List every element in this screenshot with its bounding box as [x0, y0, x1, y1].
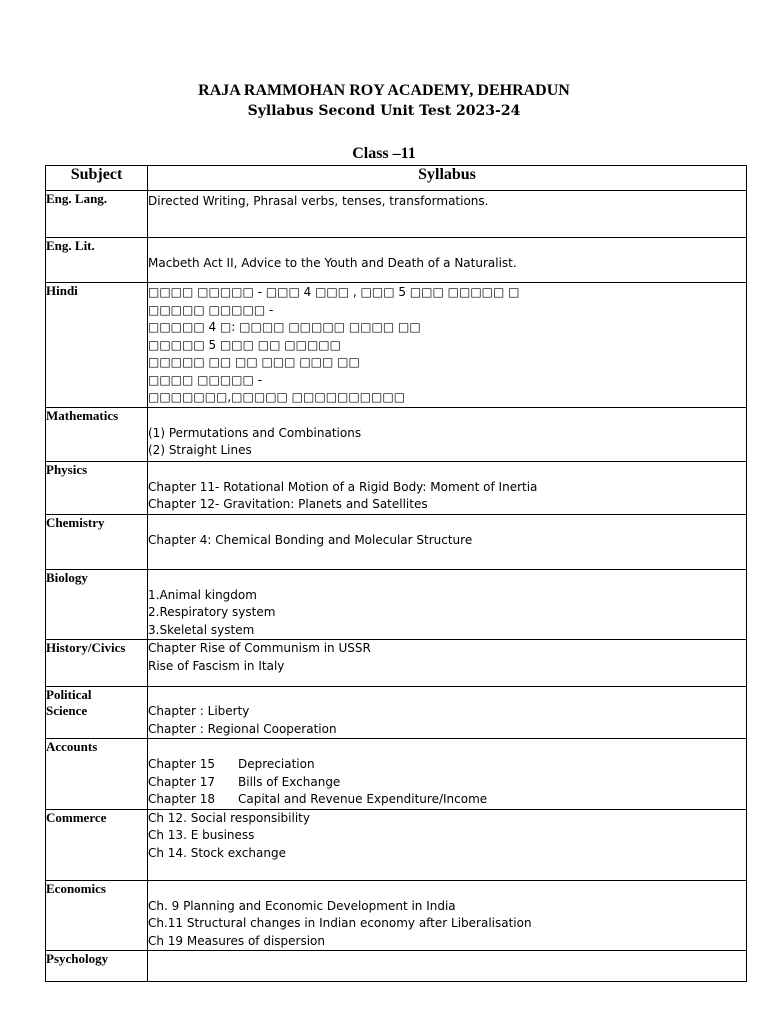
syllabus-line: Ch 13. E business: [148, 828, 255, 842]
subject-cell: Commerce: [46, 809, 148, 880]
subject-cell: Economics: [46, 880, 148, 951]
syllabus-line: [148, 756, 746, 774]
syllabus-line: [148, 774, 746, 792]
table-row: [46, 739, 747, 810]
syllabus-line: Chapter 12- Gravitation: Planets and Satellites: [148, 497, 428, 511]
table-row: [46, 283, 747, 408]
syllabus-line: 2.Respiratory system: [148, 605, 276, 619]
syllabus-line: □□□□□□□,□□□□□ □□□□□□□□□□: [148, 390, 406, 404]
syllabus-line: □□□□□ □□ □□ □□□ □□□ □□: [148, 355, 360, 369]
syllabus-cell: [148, 880, 747, 951]
syllabus-line: 1.Animal kingdom: [148, 587, 257, 602]
subject-cell: Accounts: [46, 739, 148, 810]
subject-cell: Eng. Lang.: [46, 191, 148, 238]
syllabus-cell: [148, 739, 747, 810]
syllabus-cell: [148, 569, 747, 640]
syllabus-line: (1) Permutations and Combinations: [148, 425, 362, 440]
exam-title: Syllabus Second Unit Test 2023-24: [247, 103, 521, 119]
subject-cell: Psychology: [46, 951, 148, 982]
table-row: [46, 514, 747, 569]
table-row: [46, 191, 747, 238]
syllabus-cell: [148, 191, 747, 238]
table-row: [46, 687, 747, 739]
syllabus-line: Chapter Rise of Communism in USSR: [148, 641, 371, 655]
syllabus-line: Ch 19 Measures of dispersion: [148, 933, 325, 948]
subject-column-header: Subject: [46, 166, 148, 191]
syllabus-line: Ch.11 Structural changes in Indian economy after Liberalisation: [148, 916, 532, 930]
syllabus-line: Ch 12. Social responsibility: [148, 810, 310, 825]
chapter-topic: Depreciation: [238, 757, 315, 771]
table-row: [46, 880, 747, 951]
table-row: [46, 951, 747, 982]
subject-cell: Mathematics: [46, 407, 148, 461]
syllabus-line: Chapter 11- Rotational Motion of a Rigid Body: Moment of Inertia: [148, 479, 538, 494]
table-header-row: [46, 166, 747, 191]
syllabus-cell: [148, 461, 747, 514]
chapter-topic: Capital and Revenue Expenditure/Income: [238, 792, 488, 806]
subject-cell: Chemistry: [46, 514, 148, 569]
chapter-topic: Bills of Exchange: [238, 774, 341, 789]
syllabus-line: Macbeth Act II, Advice to the Youth and Death of a Naturalist.: [148, 256, 517, 270]
syllabus-cell: [148, 809, 747, 880]
syllabus-line: □□□□ □□□□□ -: [148, 372, 262, 387]
syllabus-line: □□□□□ 4 □: □□□□ □□□□□ □□□□ □□: [148, 320, 421, 334]
subject-line: Science: [46, 703, 88, 718]
chapter-number: Chapter 17: [148, 774, 216, 789]
syllabus-column-header: Syllabus: [148, 166, 747, 191]
syllabus-line: Ch 14. Stock exchange: [148, 845, 286, 860]
table-row: [46, 407, 747, 461]
table-row: [46, 640, 747, 687]
syllabus-line: (2) Straight Lines: [148, 443, 252, 457]
syllabus-cell: [148, 283, 747, 408]
syllabus-line: Chapter : Liberty: [148, 704, 250, 718]
syllabus-cell: [148, 238, 747, 283]
syllabus-line: [148, 791, 746, 809]
subject-line: Political: [46, 687, 92, 702]
syllabus-cell: [148, 640, 747, 687]
syllabus-line: Chapter : Regional Cooperation: [148, 721, 337, 736]
syllabus-line: □□□□ □□□□□ - □□□ 4 □□□ , □□□ 5 □□□ □□□□□ □: [148, 285, 520, 299]
syllabus-line: Directed Writing, Phrasal verbs, tenses, transformations.: [148, 194, 489, 208]
syllabus-line: □□□□□ □□□□□ -: [148, 302, 274, 317]
subject-cell: [46, 687, 148, 739]
subject-cell: Biology: [46, 569, 148, 640]
syllabus-line: Ch. 9 Planning and Economic Development in India: [148, 898, 456, 913]
syllabus-line: Rise of Fascism in Italy: [148, 658, 285, 673]
table-row: [46, 809, 747, 880]
subject-cell: Eng. Lit.: [46, 238, 148, 283]
class-label: Class –11: [352, 145, 416, 162]
subject-cell: Hindi: [46, 283, 148, 408]
subject-cell: Physics: [46, 461, 148, 514]
table-row: [46, 238, 747, 283]
syllabus-cell: [148, 514, 747, 569]
table-row: [46, 569, 747, 640]
table-row: [46, 461, 747, 514]
syllabus-table: [45, 165, 747, 982]
chapter-number: Chapter 18: [148, 792, 216, 806]
syllabus-cell: [148, 951, 747, 982]
syllabus-line: Chapter 4: Chemical Bonding and Molecular Structure: [148, 532, 473, 547]
syllabus-line: 3.Skeletal system: [148, 622, 255, 637]
subject-cell: History/Civics: [46, 640, 148, 687]
syllabus-cell: [148, 687, 747, 739]
syllabus-cell: [148, 407, 747, 461]
syllabus-line: □□□□□ 5 □□□ □□ □□□□□: [148, 337, 341, 352]
chapter-number: Chapter 15: [148, 757, 216, 771]
school-name: RAJA RAMMOHAN ROY ACADEMY, DEHRADUN: [198, 82, 570, 99]
